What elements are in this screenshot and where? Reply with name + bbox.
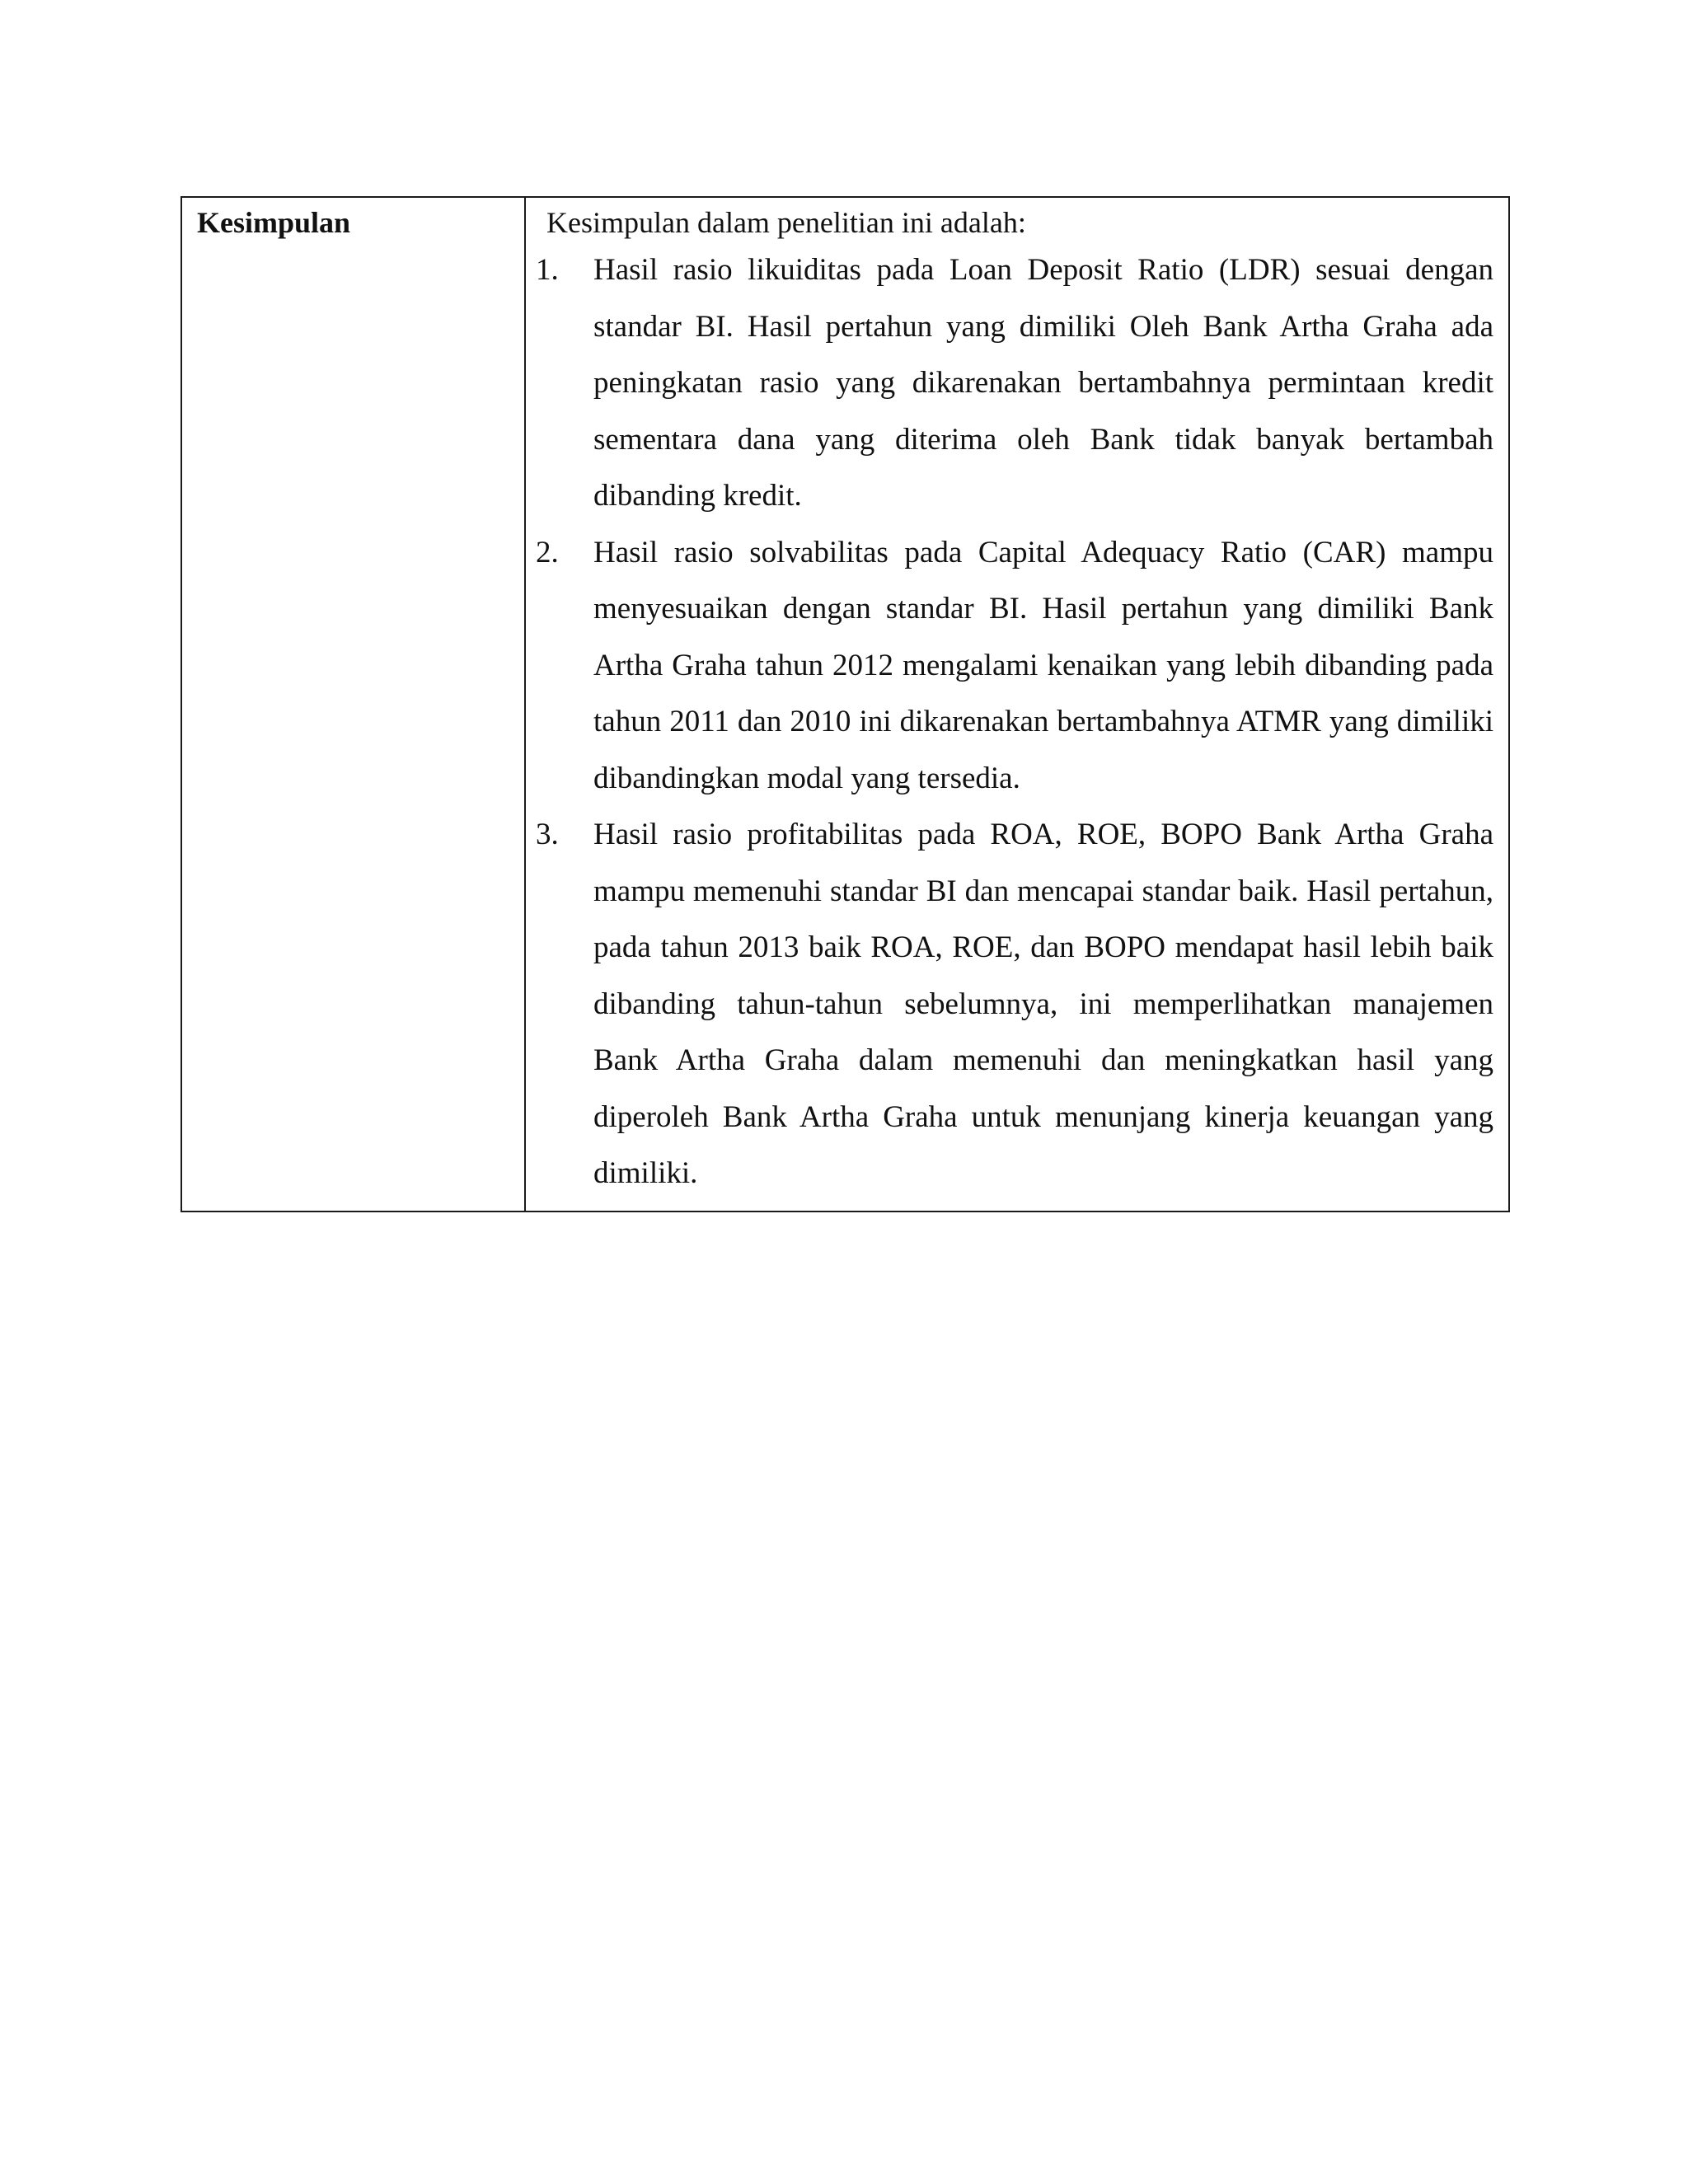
list-item (534, 525, 1493, 808)
table-row (181, 197, 1509, 1212)
content-cell (525, 197, 1509, 1212)
row-label: Kesimpulan (197, 206, 351, 239)
label-cell (181, 197, 525, 1212)
item-number: 1. (536, 253, 559, 287)
item-text: Hasil rasio profitabilitas pada ROA, ROE, BOPO Bank Artha Graha mampu memenuhi standar BI dan mencapai standar baik. Hasil pertahun, pada tahun 2013 baik ROA, ROE, dan BOPO mendapat hasil lebih baik dibanding tahun-tahun sebelumnya, ini memperlihatkan manajemen Bank Artha Graha dalam memenuhi dan meningkatkan hasil yang diperoleh Bank Artha Graha untuk menunjang kinerja keuangan yang dimiliki. (593, 818, 1493, 1190)
item-number: 3. (536, 818, 559, 851)
intro-text: Kesimpulan dalam penelitian ini adalah: (546, 206, 1026, 239)
item-text: Hasil rasio likuiditas pada Loan Deposit Ratio (LDR) sesuai dengan standar BI. Hasil pertahun yang dimiliki Oleh Bank Artha Graha ada peningkatan rasio yang dikarenakan bertambahnya permintaan kredit sementara dana yang diterima oleh Bank tidak banyak bertambah dibanding kredit. (593, 253, 1493, 513)
item-text: Hasil rasio solvabilitas pada Capital Adequacy Ratio (CAR) mampu menyesuaikan dengan standar BI. Hasil pertahun yang dimiliki Bank Artha Graha tahun 2012 mengalami kenaikan yang lebih dibanding pada tahun 2011 dan 2010 ini dikarenakan bertambahnya ATMR yang dimiliki dibandingkan modal yang tersedia. (593, 535, 1493, 795)
list-item (534, 242, 1493, 525)
list-item (534, 807, 1493, 1202)
conclusion-list (534, 242, 1493, 1202)
conclusion-table (181, 196, 1510, 1212)
item-number: 2. (536, 535, 559, 569)
